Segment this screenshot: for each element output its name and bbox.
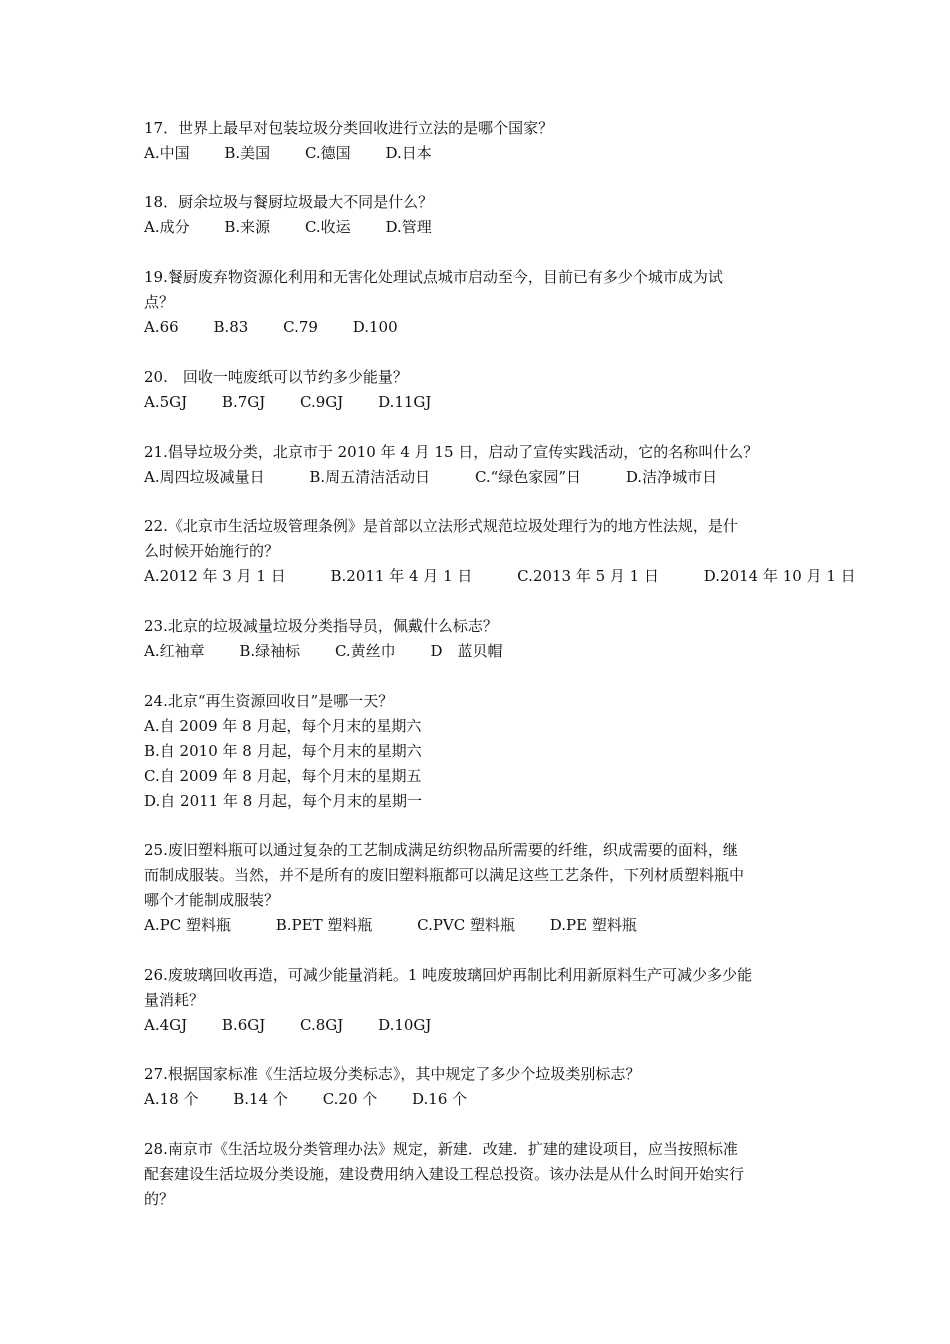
option-d: D.11GJ <box>378 393 432 411</box>
option-c: C.自 2009 年 8 月起，每个月末的星期五 <box>144 767 422 785</box>
question-text-line-1: 19.餐厨废弃物资源化利用和无害化处理试点城市启动至今，目前已有多少个城市成为试 <box>144 268 723 286</box>
answer-options <box>144 215 808 240</box>
question-21 <box>144 440 808 490</box>
option-c: C.2013 年 5 月 1 日 <box>517 567 659 585</box>
option-c: C.PVC 塑料瓶 <box>417 916 516 934</box>
answer-options <box>144 913 808 938</box>
option-b: B.周五清洁活动日 <box>309 468 431 486</box>
question-text: 23.北京的垃圾减量垃圾分类指导员，佩戴什么标志？ <box>144 617 498 635</box>
question-text-line-1: 26.废玻璃回收再造，可减少能量消耗。1 吨废玻璃回炉再制比利用新原料生产可减少多少能 <box>144 966 753 984</box>
option-a: A.周四垃圾减量日 <box>144 468 265 486</box>
answer-options <box>144 465 808 490</box>
option-a: A.红袖章 <box>144 642 205 660</box>
question-20 <box>144 365 808 415</box>
answer-options <box>144 141 808 166</box>
question-text-line-2: 量消耗？ <box>144 991 205 1009</box>
question-text: 18．厨余垃圾与餐厨垃圾最大不同是什么？ <box>144 193 434 211</box>
question-17 <box>144 116 808 166</box>
option-a: A.PC 塑料瓶 <box>144 916 231 934</box>
question-text-line-3: 哪个才能制成服装？ <box>144 891 280 909</box>
option-a: A.18 个 <box>144 1090 199 1108</box>
option-a: A.5GJ <box>144 393 188 411</box>
question-text: 24.北京“再生资源回收日”是哪一天？ <box>144 692 394 710</box>
question-text-line-1: 28.南京市《生活垃圾分类管理办法》规定，新建．改建．扩建的建设项目，应当按照标准 <box>144 1140 738 1158</box>
question-28 <box>144 1137 808 1212</box>
question-25 <box>144 838 808 938</box>
option-c: C.“绿色家园”日 <box>474 468 582 486</box>
option-a: A.成分 <box>144 218 190 236</box>
option-b: B.6GJ <box>221 1016 266 1034</box>
option-a: A.中国 <box>144 144 190 162</box>
question-23 <box>144 614 808 664</box>
option-c: C.收运 <box>304 218 351 236</box>
question-19 <box>144 265 808 340</box>
question-text-line-2: 配套建设生活垃圾分类设施，建设费用纳入建设工程总投资。该办法是从什么时间开始实行 <box>144 1165 745 1183</box>
option-c: C.9GJ <box>300 393 344 411</box>
option-d: D.10GJ <box>378 1016 432 1034</box>
answer-options <box>144 1087 808 1112</box>
question-text-line-1: 22.《北京市生活垃圾管理条例》是首部以立法形式规范垃圾处理行为的地方性法规，是什 <box>144 517 738 535</box>
option-b: B.14 个 <box>233 1090 288 1108</box>
option-c: C.德国 <box>304 144 351 162</box>
option-b: B.自 2010 年 8 月起，每个月末的星期六 <box>144 742 422 760</box>
question-26 <box>144 963 808 1038</box>
answer-options <box>144 639 808 664</box>
option-c: C.20 个 <box>322 1090 378 1108</box>
option-b: B.绿袖标 <box>239 642 301 660</box>
option-c: C.8GJ <box>300 1016 344 1034</box>
answer-options <box>144 390 808 415</box>
answer-options <box>144 1013 808 1038</box>
option-b: B.来源 <box>224 218 271 236</box>
question-18 <box>144 190 808 240</box>
question-24 <box>144 689 808 814</box>
question-text-line-2: 而制成服装。当然，并不是所有的废旧塑料瓶都可以满足这些工艺条件，下列材质塑料瓶中 <box>144 866 745 884</box>
option-d: D.管理 <box>385 218 432 236</box>
option-c: C.黄丝巾 <box>334 642 396 660</box>
option-d: D.自 2011 年 8 月起，每个月末的星期一 <box>144 792 423 810</box>
option-a: A.2012 年 3 月 1 日 <box>144 567 286 585</box>
option-b: B.2011 年 4 月 1 日 <box>330 567 473 585</box>
question-text: 27.根据国家标准《生活垃圾分类标志》，其中规定了多少个垃圾类别标志？ <box>144 1065 641 1083</box>
option-d: D.100 <box>352 318 398 336</box>
answer-options <box>144 315 808 340</box>
question-22 <box>144 514 856 589</box>
option-d: D.日本 <box>385 144 432 162</box>
option-d: D.2014 年 10 月 1 日 <box>703 567 856 585</box>
option-d: D 蓝贝帽 <box>430 642 503 660</box>
question-27 <box>144 1062 808 1112</box>
question-text: 20. 回收一吨废纸可以节约多少能量？ <box>144 368 408 386</box>
question-text: 21.倡导垃圾分类，北京市于 2010 年 4 月 15 日，启动了宣传实践活动，它的名称叫什么？ <box>144 443 759 461</box>
option-c: C.79 <box>283 318 318 336</box>
question-text-line-2: 点？ <box>144 293 175 311</box>
question-text-line-3: 的？ <box>144 1190 175 1208</box>
option-d: D.PE 塑料瓶 <box>549 916 637 934</box>
option-b: B.7GJ <box>221 393 266 411</box>
option-a: A.自 2009 年 8 月起，每个月末的星期六 <box>144 717 422 735</box>
option-a: A.4GJ <box>144 1016 188 1034</box>
answer-options <box>144 564 856 589</box>
option-d: D.16 个 <box>412 1090 468 1108</box>
option-b: B.美国 <box>224 144 271 162</box>
option-b: B.PET 塑料瓶 <box>275 916 373 934</box>
option-a: A.66 <box>144 318 179 336</box>
option-d: D.洁净城市日 <box>625 468 718 486</box>
question-text-line-1: 25.废旧塑料瓶可以通过复杂的工艺制成满足纺织物品所需要的纤维，织成需要的面料，继 <box>144 841 738 859</box>
question-text-line-2: 么时候开始施行的？ <box>144 542 280 560</box>
question-text: 17．世界上最早对包装垃圾分类回收进行立法的是哪个国家？ <box>144 119 554 137</box>
option-b: B.83 <box>213 318 249 336</box>
